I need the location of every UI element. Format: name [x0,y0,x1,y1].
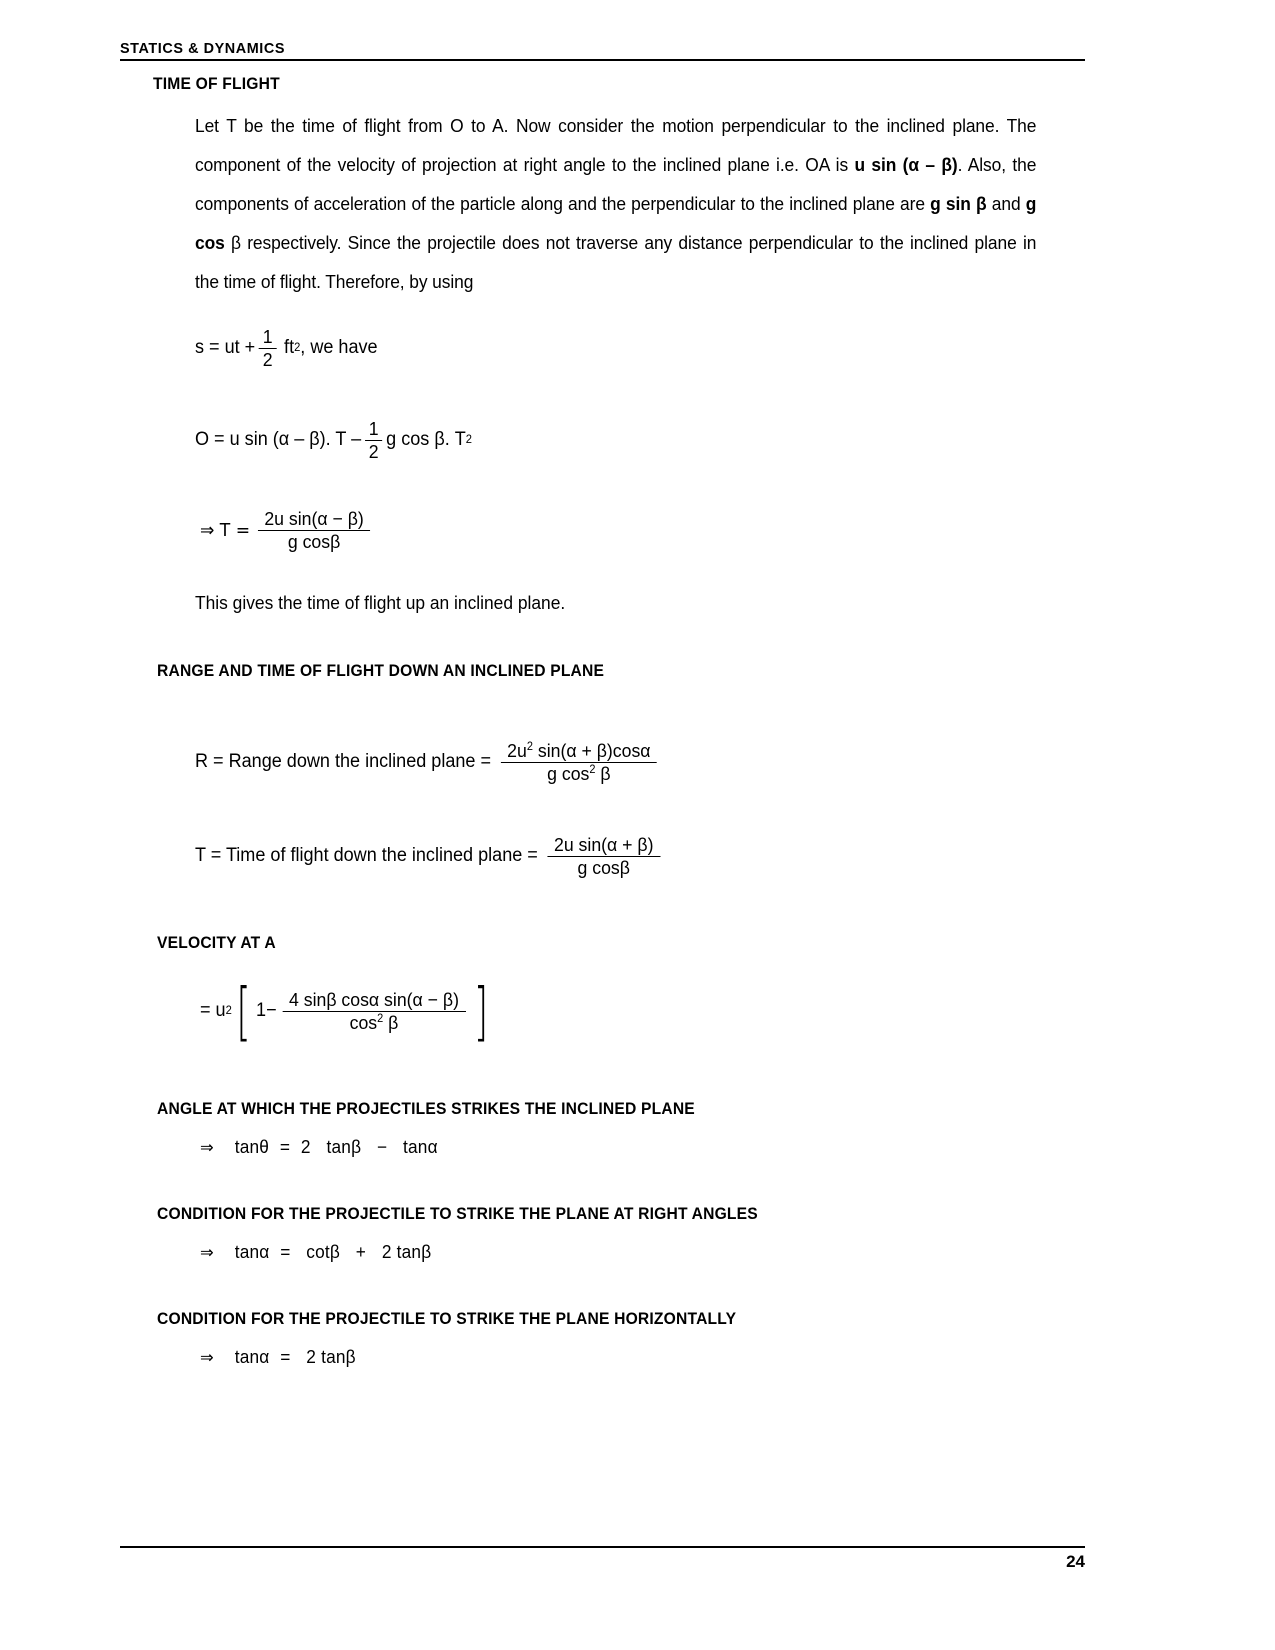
formula-horizontally [200,1347,1054,1368]
header-rule [120,59,1085,61]
fraction-numerator: 2u sin(α + β) [553,834,654,856]
range-num-exponent: 2 [526,741,533,754]
bracket-open-icon: [ [235,974,251,1049]
para-text-4: β respectively. Since the projectile does not traverse any distance perpendicular to the inclined plane in the time of flight. Therefore, by using [195,232,1037,292]
formula-term-4: − [376,1137,388,1158]
para-bold-3: g cos [195,193,1037,253]
range-den-pre: g cos [547,762,590,784]
velocity-den-pre: cos [349,1011,378,1033]
formula-term-3: + [355,1242,367,1263]
heading-horizontally: CONDITION FOR THE PROJECTILE TO STRIKE THE PLANE HORIZONTALLY [157,1309,737,1329]
running-head-title: STATICS & DYNAMICS [120,40,286,57]
para-text-3: and [986,193,1026,214]
formula-term-1: = [279,1137,291,1158]
range-den-post: β [595,762,611,784]
fraction-denominator: g cosβ [258,530,371,552]
formula-term-0: tanα [234,1242,270,1263]
fraction-tof-down [547,835,660,877]
heading-range-and-tof-down: RANGE AND TIME OF FLIGHT DOWN AN INCLINED PLANE [157,661,605,681]
fraction-range-down [501,741,658,783]
fraction-one-half-b [365,419,382,461]
formula-term-1: = [280,1347,291,1368]
formula-term-5: tanα [402,1137,438,1158]
fraction-numerator: 1 [262,326,273,347]
para-text-1: Let T be the time of flight from O to A. Now consider the motion perpendicular to the inclined plane. The component of the velocity of projection at right angle to the inclined plane i.e. OA is [195,115,1037,175]
formula-term-3: tanβ [326,1137,362,1158]
para-bold-2: g sin β [930,193,987,214]
implies-icon: ⇒ [200,1243,214,1264]
fraction-denominator [501,762,658,784]
formula-term-2: 2 [300,1137,311,1158]
velocity-lhs: = u [200,1000,226,1022]
fraction-denominator: 2 [365,440,382,462]
formula-term-2: 2 tanβ [306,1347,356,1368]
fraction-numerator: 1 [368,418,379,440]
formula-term-2: cotβ [306,1242,341,1263]
para-text-2: . Also, the components of acceleration of the particle along and the perpendicular to the inclined plane are [195,154,1037,214]
formula-term-1: = [280,1242,291,1263]
range-num-post: sin(α + β)cosα [532,740,651,762]
equation-displacement: s = ut + $\frac{1}{2}$ ft 2 , we have [195,326,378,370]
velocity-den-exponent: 2 [377,1012,384,1025]
eq-displacement-rhs: ft [284,337,295,359]
equation-perpendicular-motion: O = u sin (α – β). T – $\frac{1}{2}$ g cos β. T 2 [195,418,472,462]
range-num-pre: 2u [507,740,527,762]
eq-perp-lhs: O = u sin (α – β). T – [195,429,362,451]
footer-rule [120,1546,1085,1548]
eq-displacement-lhs: s = ut + [195,337,256,359]
formula-term-0: tanθ [234,1137,270,1158]
velocity-den-post: β [383,1011,399,1033]
para-bold-1: u sin (α – β) [854,154,958,175]
fraction-one-half-a [259,327,276,369]
fraction-numerator: 2u sin(α − β) [264,508,364,530]
page-number: 24 [1066,1552,1085,1571]
heading-velocity-at-a: VELOCITY AT A [157,933,276,953]
fraction-denominator [282,1011,465,1033]
paragraph-time-of-flight [195,106,1036,301]
implies-icon: ⇒ [200,1138,214,1159]
heading-right-angles: CONDITION FOR THE PROJECTILE TO STRIKE THE PLANE AT RIGHT ANGLES [157,1204,758,1224]
tof-label: T = Time of flight down the inclined plane = [195,845,538,867]
heading-angle-strikes: ANGLE AT WHICH THE PROJECTILES STRIKES THE INCLINED PLANE [157,1099,695,1119]
eq-perp-rhs: g cos β. T [386,429,466,451]
formula-angle-strikes [200,1137,1054,1158]
fraction-time-of-flight [258,509,371,551]
range-label: R = Range down the inclined plane = [195,751,492,773]
equation-time-of-flight-result [200,509,1046,551]
fraction-numerator [501,741,658,762]
formula-term-0: tanα [234,1347,270,1368]
implies-icon: ⇒ [200,1348,214,1369]
eq-tof-lhs: ⇒ T = [200,519,251,541]
eq-displacement-tail: , we have [300,337,378,359]
equation-range-down [195,741,1045,783]
range-den-exponent: 2 [589,763,596,776]
fraction-velocity-term [282,990,465,1032]
fraction-denominator: g cosβ [547,856,660,878]
page-content [120,66,1090,1368]
text-closing-time-of-flight: This gives the time of flight up an inclined plane. [195,592,566,614]
velocity-one-minus: 1− [256,1000,277,1022]
equation-tof-down [195,835,1045,877]
fraction-denominator: 2 [259,348,276,370]
bracket-close-icon: ] [473,974,488,1049]
fraction-numerator: 4 sinβ cosα sin(α − β) [288,989,459,1011]
formula-term-4: 2 tanβ [381,1242,432,1263]
formula-right-angles [200,1242,1054,1263]
heading-time-of-flight: TIME OF FLIGHT [153,74,280,93]
running-head [120,40,1085,61]
equation-velocity-at-a: = u 2 [ 1− $\frac{\text{4 sinβ cosα sin(α − β)}}{\cos^2 \beta}$ ] [200,974,488,1049]
